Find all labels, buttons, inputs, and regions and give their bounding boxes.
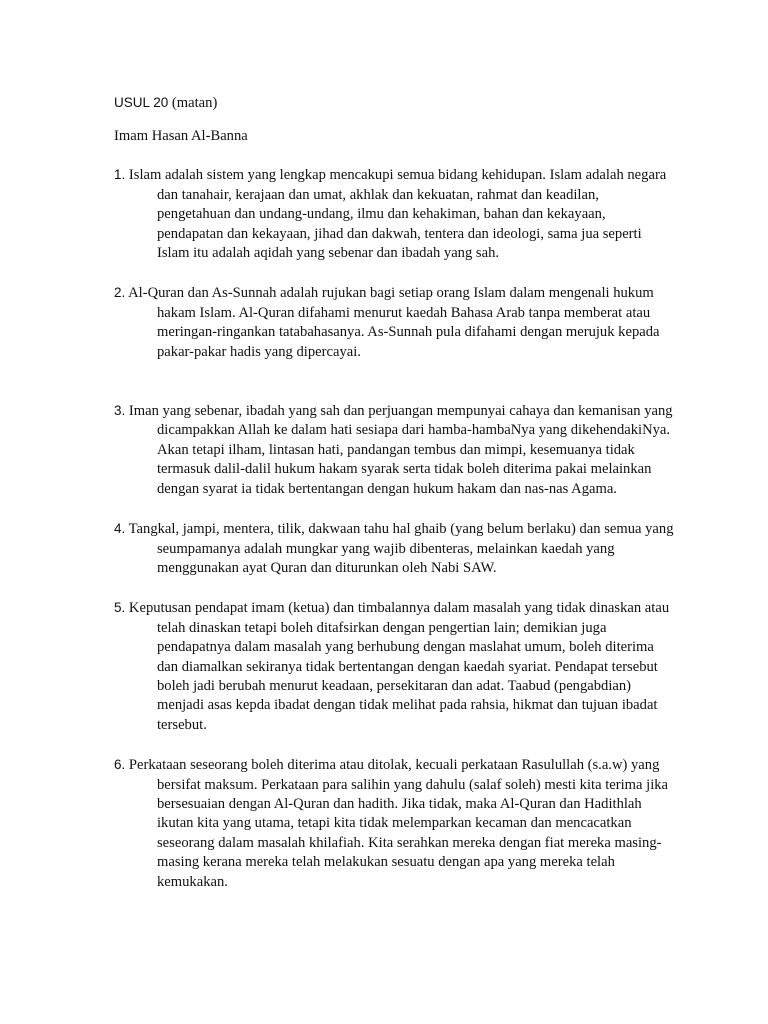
principle-text: Keputusan pendapat imam (ketua) dan timbalannya dalam masalah yang tidak dinaskan atau telah dinaskan tetapi boleh ditafsirkan dengan pengertian lain; demikian juga pendapatnya dalam masalah yang berhubung dengan maslahat umum, boleh diterima dan diamalkan sekiranya tidak bertentangan dengan kaedah syariat. Pendapat tersebut boleh jadi berubah menurut keadaan, persekitaran dan adat. Taabud (pengabdian) menjadi asas kepda ibadat dengan tidak melihat pada rahsia, hikmat dan tujuan ibadat tersebut. [128, 600, 670, 733]
principle-item-4 [114, 519, 674, 578]
principle-number: 3. [114, 403, 126, 419]
principle-text: Tangkal, jampi, mentera, tilik, dakwaan tahu hal ghaib (yang belum berlaku) dan semua yang seumpamanya adalah mungkar yang wajib dibenteras, melainkan kaedah yang menggunakan ayat Quran dan diturunkan oleh Nabi SAW. [128, 521, 674, 576]
principle-item-5 [114, 598, 674, 735]
principle-item-2 [114, 283, 674, 362]
principle-text: Perkataan seseorang boleh diterima atau ditolak, kecuali perkataan Rasulullah (s.a.w) yang bersifat maksum. Perkataan para salihin yang dahulu (salaf soleh) mesti kita terima jika bersesuaian dengan Al-Quran dan hadith. Jika tidak, maka Al-Quran dan Hadithlah ikutan kita yang utama, tetapi kita tidak melemparkan kecaman dan mencacatkan seseorang dalam masalah khilafiah. Kita serahkan mereka dengan fiat mereka masing-masing kerana mereka telah melakukan sesuatu dengan apa yang mereka telah kemukakan. [128, 757, 669, 890]
principle-text: Islam adalah sistem yang lengkap mencakupi semua bidang kehidupan. Islam adalah negara dan tanahair, kerajaan dan umat, akhlak dan kekuatan, rahmat dan keadilan, pengetahuan dan undang-undang, ilmu dan kehakiman, bahan dan kekayaan, pendapatan dan kekayaan, jihad dan dakwah, tentera dan ideologi, sama jua seperti Islam itu adalah aqidah yang sebenar dan ibadah yang sah. [128, 167, 667, 262]
principle-item-3 [114, 401, 674, 499]
document-title [114, 93, 674, 113]
title-main: USUL 20 [114, 95, 169, 110]
principle-number: 2. [114, 285, 126, 301]
principle-text: Al-Quran dan As-Sunnah adalah rujukan bagi setiap orang Islam dalam mengenali hukum hakam Islam. Al-Quran difahami menurut kaedah Bahasa Arab tanpa memberat atau meringan-ringankan tatabahasanya. As-Sunnah pula difahami dengan merujuk kepada pakar-pakar hadis yang dipercayai. [128, 285, 660, 360]
principle-text: Iman yang sebenar, ibadah yang sah dan perjuangan mempunyai cahaya dan kemanisan yang dicampakkan Allah ke dalam hati sesiapa dari hamba-hambaNya yang dikehendakiNya. Akan tetapi ilham, lintasan hati, pandangan tembus dan mimpi, kesemuanya tidak termasuk dalil-dalil hukum hakam syarak serta tidak boleh diterima pakai melainkan dengan syarat ia tidak bertentangan dengan hukum hakam dan nas-nas Agama. [128, 403, 673, 497]
principle-number: 4. [114, 521, 126, 537]
principle-number: 5. [114, 600, 126, 616]
principle-number: 6. [114, 757, 126, 773]
document-author: Imam Hasan Al-Banna [114, 128, 248, 144]
document-page [114, 93, 674, 892]
principle-item-1 [114, 165, 674, 263]
principle-number: 1. [114, 167, 126, 183]
principle-item-6 [114, 755, 674, 892]
title-suffix: (matan) [168, 95, 218, 111]
